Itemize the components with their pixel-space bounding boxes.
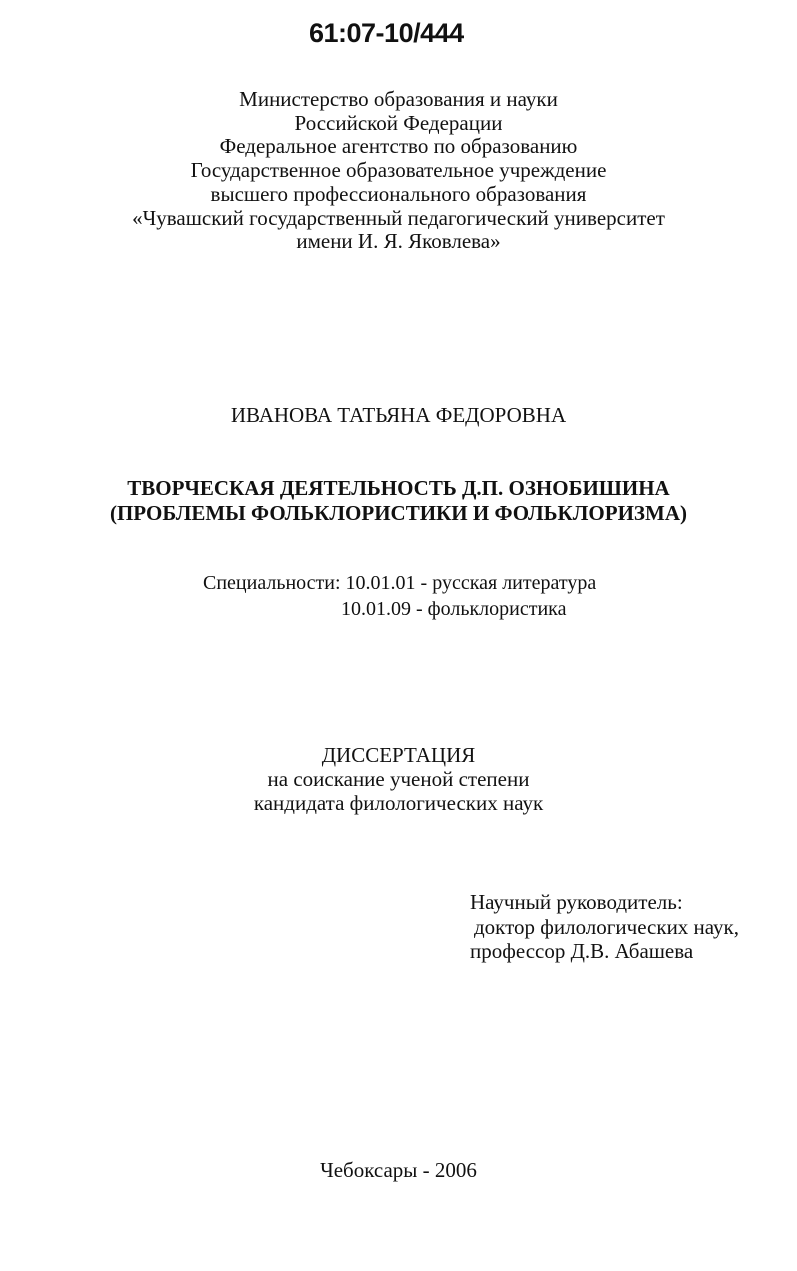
author-name: ИВАНОВА ТАТЬЯНА ФЕДОРОВНА [230, 403, 567, 427]
specialty-line-1: Специальности: 10.01.01 - русская литература [203, 572, 597, 594]
dissertation-line-1: на соискание ученой степени [267, 767, 530, 791]
institution-line: Федеральное агентство по образованию [219, 134, 578, 159]
institution-line: «Чувашский государственный педагогический университет [132, 205, 665, 230]
institution-line: Государственное образовательное учреждение [190, 158, 607, 183]
title-line-1: ТВОРЧЕСКАЯ ДЕЯТЕЛЬНОСТЬ Д.П. ОЗНОБИШИНА [127, 476, 670, 500]
institution-line: Министерство образования и науки [239, 87, 558, 111]
dissertation-line-2: кандидата филологических наук [253, 791, 544, 815]
city-year: Чебоксары - 2006 [320, 1158, 477, 1182]
supervisor-name: профессор Д.В. Абашева [470, 939, 694, 963]
supervisor-block [470, 890, 739, 964]
dissertation-block [0, 743, 797, 815]
archive-code: 61:07-10/444 [309, 18, 464, 48]
dissertation-heading: ДИССЕРТАЦИЯ [321, 743, 476, 767]
institution-block [0, 88, 797, 254]
supervisor-label: Научный руководитель: [470, 890, 683, 914]
institution-line: Российской Федерации [294, 110, 503, 135]
supervisor-degree: доктор филологических наук, [474, 914, 740, 939]
title-line-2: (ПРОБЛЕМЫ ФОЛЬКЛОРИСТИКИ И ФОЛЬКЛОРИЗМА) [109, 501, 687, 525]
institution-line: высшего профессионального образования [210, 181, 587, 206]
specialty-line-2: 10.01.09 - фольклористика [341, 598, 567, 620]
institution-line: имени И. Я. Яковлева» [296, 229, 501, 254]
dissertation-title [0, 476, 797, 526]
